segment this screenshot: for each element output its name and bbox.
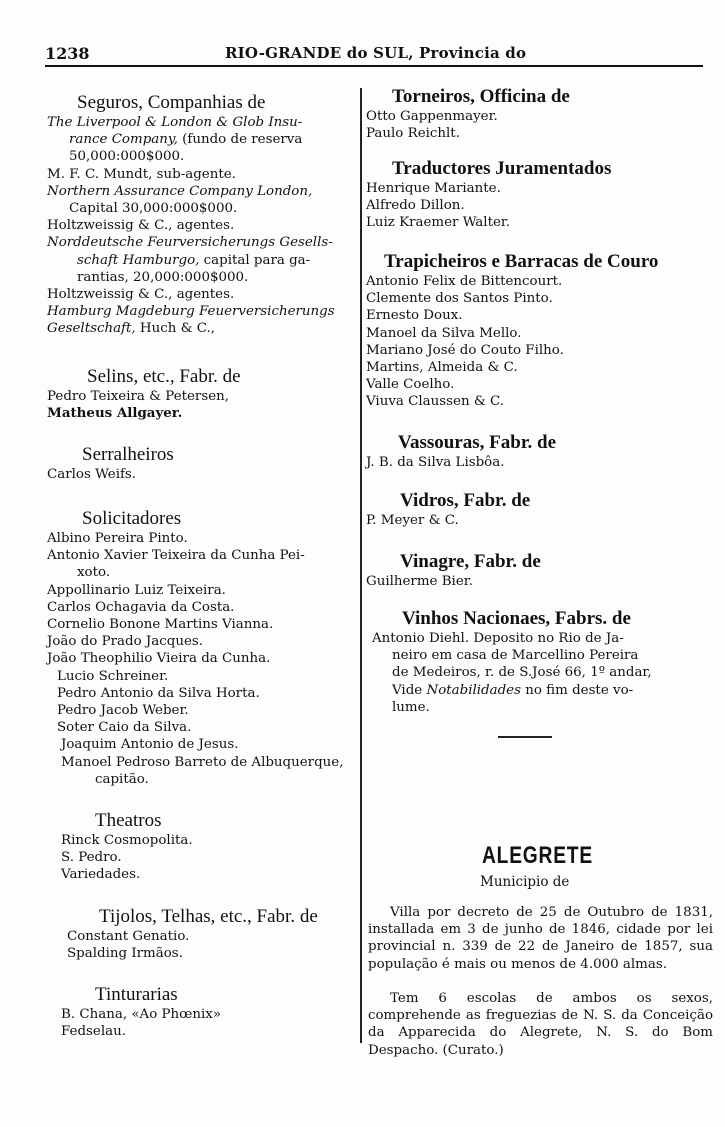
section-heading: Traductores Juramentados bbox=[392, 158, 612, 179]
list-item: Valle Coelho. bbox=[366, 377, 455, 393]
section-heading: Vassouras, Fabr. de bbox=[398, 432, 557, 453]
section-separator bbox=[498, 736, 552, 738]
list-item: Antonio Diehl. Deposito no Rio de Ja- bbox=[372, 631, 624, 646]
list-item: Constant Genatio. bbox=[67, 929, 190, 944]
list-item: de Medeiros, r. de S.José 66, 1º andar, bbox=[392, 665, 652, 681]
section-heading: Seguros, Companhias de bbox=[77, 92, 266, 113]
list-item: Alfredo Dillon. bbox=[366, 198, 465, 214]
list-item: Guilherme Bier. bbox=[366, 574, 473, 589]
list-item: schaft Hamburgo, capital para ga- bbox=[77, 252, 311, 268]
list-item: Antonio Felix de Bittencourt. bbox=[366, 274, 563, 289]
header-rule bbox=[45, 65, 703, 67]
section-heading: Theatros bbox=[95, 810, 162, 831]
list-item: neiro em casa de Marcellino Pereira bbox=[392, 648, 639, 664]
list-item: Rinck Cosmopolita. bbox=[61, 833, 193, 848]
list-item: rance Company, (fundo de reserva bbox=[69, 132, 303, 148]
list-item: Paulo Reichlt. bbox=[366, 126, 460, 142]
list-item: J. B. da Silva Lisbôa. bbox=[366, 455, 505, 470]
section-vidros bbox=[366, 490, 716, 529]
running-header: RIO-GRANDE do SUL, Provincia do bbox=[225, 44, 527, 62]
list-item: Viuva Claussen & C. bbox=[366, 394, 505, 410]
list-item: lume. bbox=[392, 699, 430, 715]
list-item: Capital 30,000:000$000. bbox=[69, 201, 238, 217]
list-item: Manoel Pedroso Barreto de Albuquerque, bbox=[61, 754, 344, 770]
list-item: M. F. C. Mundt, sub-agente. bbox=[47, 166, 236, 182]
municipality-schools: Tem 6 escolas de ambos os sexos, comprehende as freguezias de N. S. da Conceição da Apparecida do Alegrete, N. S. do Bom Despacho. (Curato.) bbox=[368, 991, 713, 1058]
list-item: Cornelio Bonone Martins Vianna. bbox=[47, 617, 274, 633]
list-item: xoto. bbox=[77, 565, 111, 581]
section-heading: Vinhos Nacionaes, Fabrs. de bbox=[402, 608, 631, 629]
list-item: Fedselau. bbox=[61, 1024, 126, 1040]
list-item: Norddeutsche Feurversicherungs Gesells- bbox=[47, 235, 333, 251]
section-heading: Vidros, Fabr. de bbox=[400, 490, 531, 511]
list-item: Martins, Almeida & C. bbox=[366, 360, 518, 376]
section-heading: Torneiros, Officina de bbox=[392, 86, 570, 107]
list-item: Carlos Weifs. bbox=[47, 467, 137, 482]
list-item: Pedro Antonio da Silva Horta. bbox=[57, 685, 260, 701]
list-item: rantias, 20,000:000$000. bbox=[77, 269, 249, 285]
list-item: P. Meyer & C. bbox=[366, 513, 459, 528]
section-heading: Serralheiros bbox=[82, 444, 174, 465]
section-heading: Tijolos, Telhas, etc., Fabr. de bbox=[99, 906, 318, 927]
list-item: Pedro Teixeira & Petersen, bbox=[47, 389, 230, 404]
section-vassouras bbox=[366, 432, 716, 471]
municipality-title: ALEGRETE bbox=[482, 842, 593, 869]
list-item: Spalding Irmãos. bbox=[67, 946, 183, 962]
section-selins bbox=[47, 366, 362, 422]
list-item: Northern Assurance Company London, bbox=[47, 183, 313, 199]
list-item: Vide Notabilidades no fim deste vo- bbox=[392, 682, 634, 698]
section-theatros bbox=[47, 810, 362, 884]
section-tijolos bbox=[47, 906, 362, 962]
section-heading: Tinturarias bbox=[95, 984, 178, 1005]
list-item: Clemente dos Santos Pinto. bbox=[366, 291, 553, 307]
list-item: S. Pedro. bbox=[61, 850, 122, 866]
list-item: Joaquim Antonio de Jesus. bbox=[61, 737, 239, 753]
list-item: Appollinario Luiz Teixeira. bbox=[47, 582, 226, 598]
section-heading: Vinagre, Fabr. de bbox=[400, 551, 541, 572]
list-item: capitão. bbox=[95, 771, 149, 787]
list-item: Variedades. bbox=[61, 867, 141, 883]
section-serralheiros bbox=[47, 444, 362, 483]
list-item: Holtzweissig & C., agentes. bbox=[47, 287, 235, 303]
list-item: Antonio Xavier Teixeira da Cunha Pei- bbox=[47, 548, 305, 564]
list-item: Otto Gappenmayer. bbox=[366, 109, 498, 124]
section-trapicheiros bbox=[366, 251, 716, 411]
list-item: Pedro Jacob Weber. bbox=[57, 703, 189, 719]
municipality-description: Villa por decreto de 25 de Outubro de 1831, installada em 3 de junho de 1846, cidade por lei provincial n. 339 de 22 de Janeiro de 1857, sua população é mais ou menos de 4.000 almas. bbox=[368, 905, 713, 972]
list-item: Soter Caio da Silva. bbox=[57, 720, 192, 736]
list-item: Carlos Ochagavia da Costa. bbox=[47, 599, 235, 615]
section-tinturarias bbox=[47, 984, 362, 1040]
list-item: Geseltschaft, Huch & C., bbox=[47, 321, 216, 337]
section-seguros bbox=[47, 92, 362, 338]
list-item: Holtzweissig & C., agentes. bbox=[47, 218, 235, 234]
list-item: Hamburg Magdeburg Feuerversicherungs bbox=[47, 304, 335, 320]
list-item: Luiz Kraemer Walter. bbox=[366, 215, 511, 231]
list-item: Matheus Allgayer. bbox=[47, 405, 183, 422]
page-number: 1238 bbox=[45, 44, 90, 63]
section-heading: Selins, etc., Fabr. de bbox=[87, 366, 241, 387]
section-heading: Solicitadores bbox=[82, 508, 182, 529]
list-item: Lucio Schreiner. bbox=[57, 668, 169, 684]
list-item: Manoel da Silva Mello. bbox=[366, 325, 522, 341]
list-item: João do Prado Jacques. bbox=[47, 634, 204, 650]
section-heading: Trapicheiros e Barracas de Couro bbox=[384, 251, 659, 272]
list-item: Henrique Mariante. bbox=[366, 181, 501, 196]
list-item: 50,000:000$000. bbox=[69, 149, 185, 165]
section-traductores bbox=[366, 158, 716, 232]
list-item: Albino Pereira Pinto. bbox=[47, 531, 188, 546]
list-item: B. Chana, «Ao Phœnix» bbox=[61, 1007, 222, 1022]
section-torneiros bbox=[366, 86, 716, 142]
municipality-subtitle: Municipio de bbox=[480, 874, 570, 890]
section-vinhos bbox=[366, 608, 716, 716]
list-item: Ernesto Doux. bbox=[366, 308, 463, 324]
list-item: Mariano José do Couto Filho. bbox=[366, 342, 564, 358]
list-item: João Theophilio Vieira da Cunha. bbox=[47, 651, 271, 667]
list-item: The Liverpool & London & Glob Insu- bbox=[47, 115, 303, 130]
section-vinagre bbox=[366, 551, 716, 590]
section-solicitadores bbox=[47, 508, 362, 788]
